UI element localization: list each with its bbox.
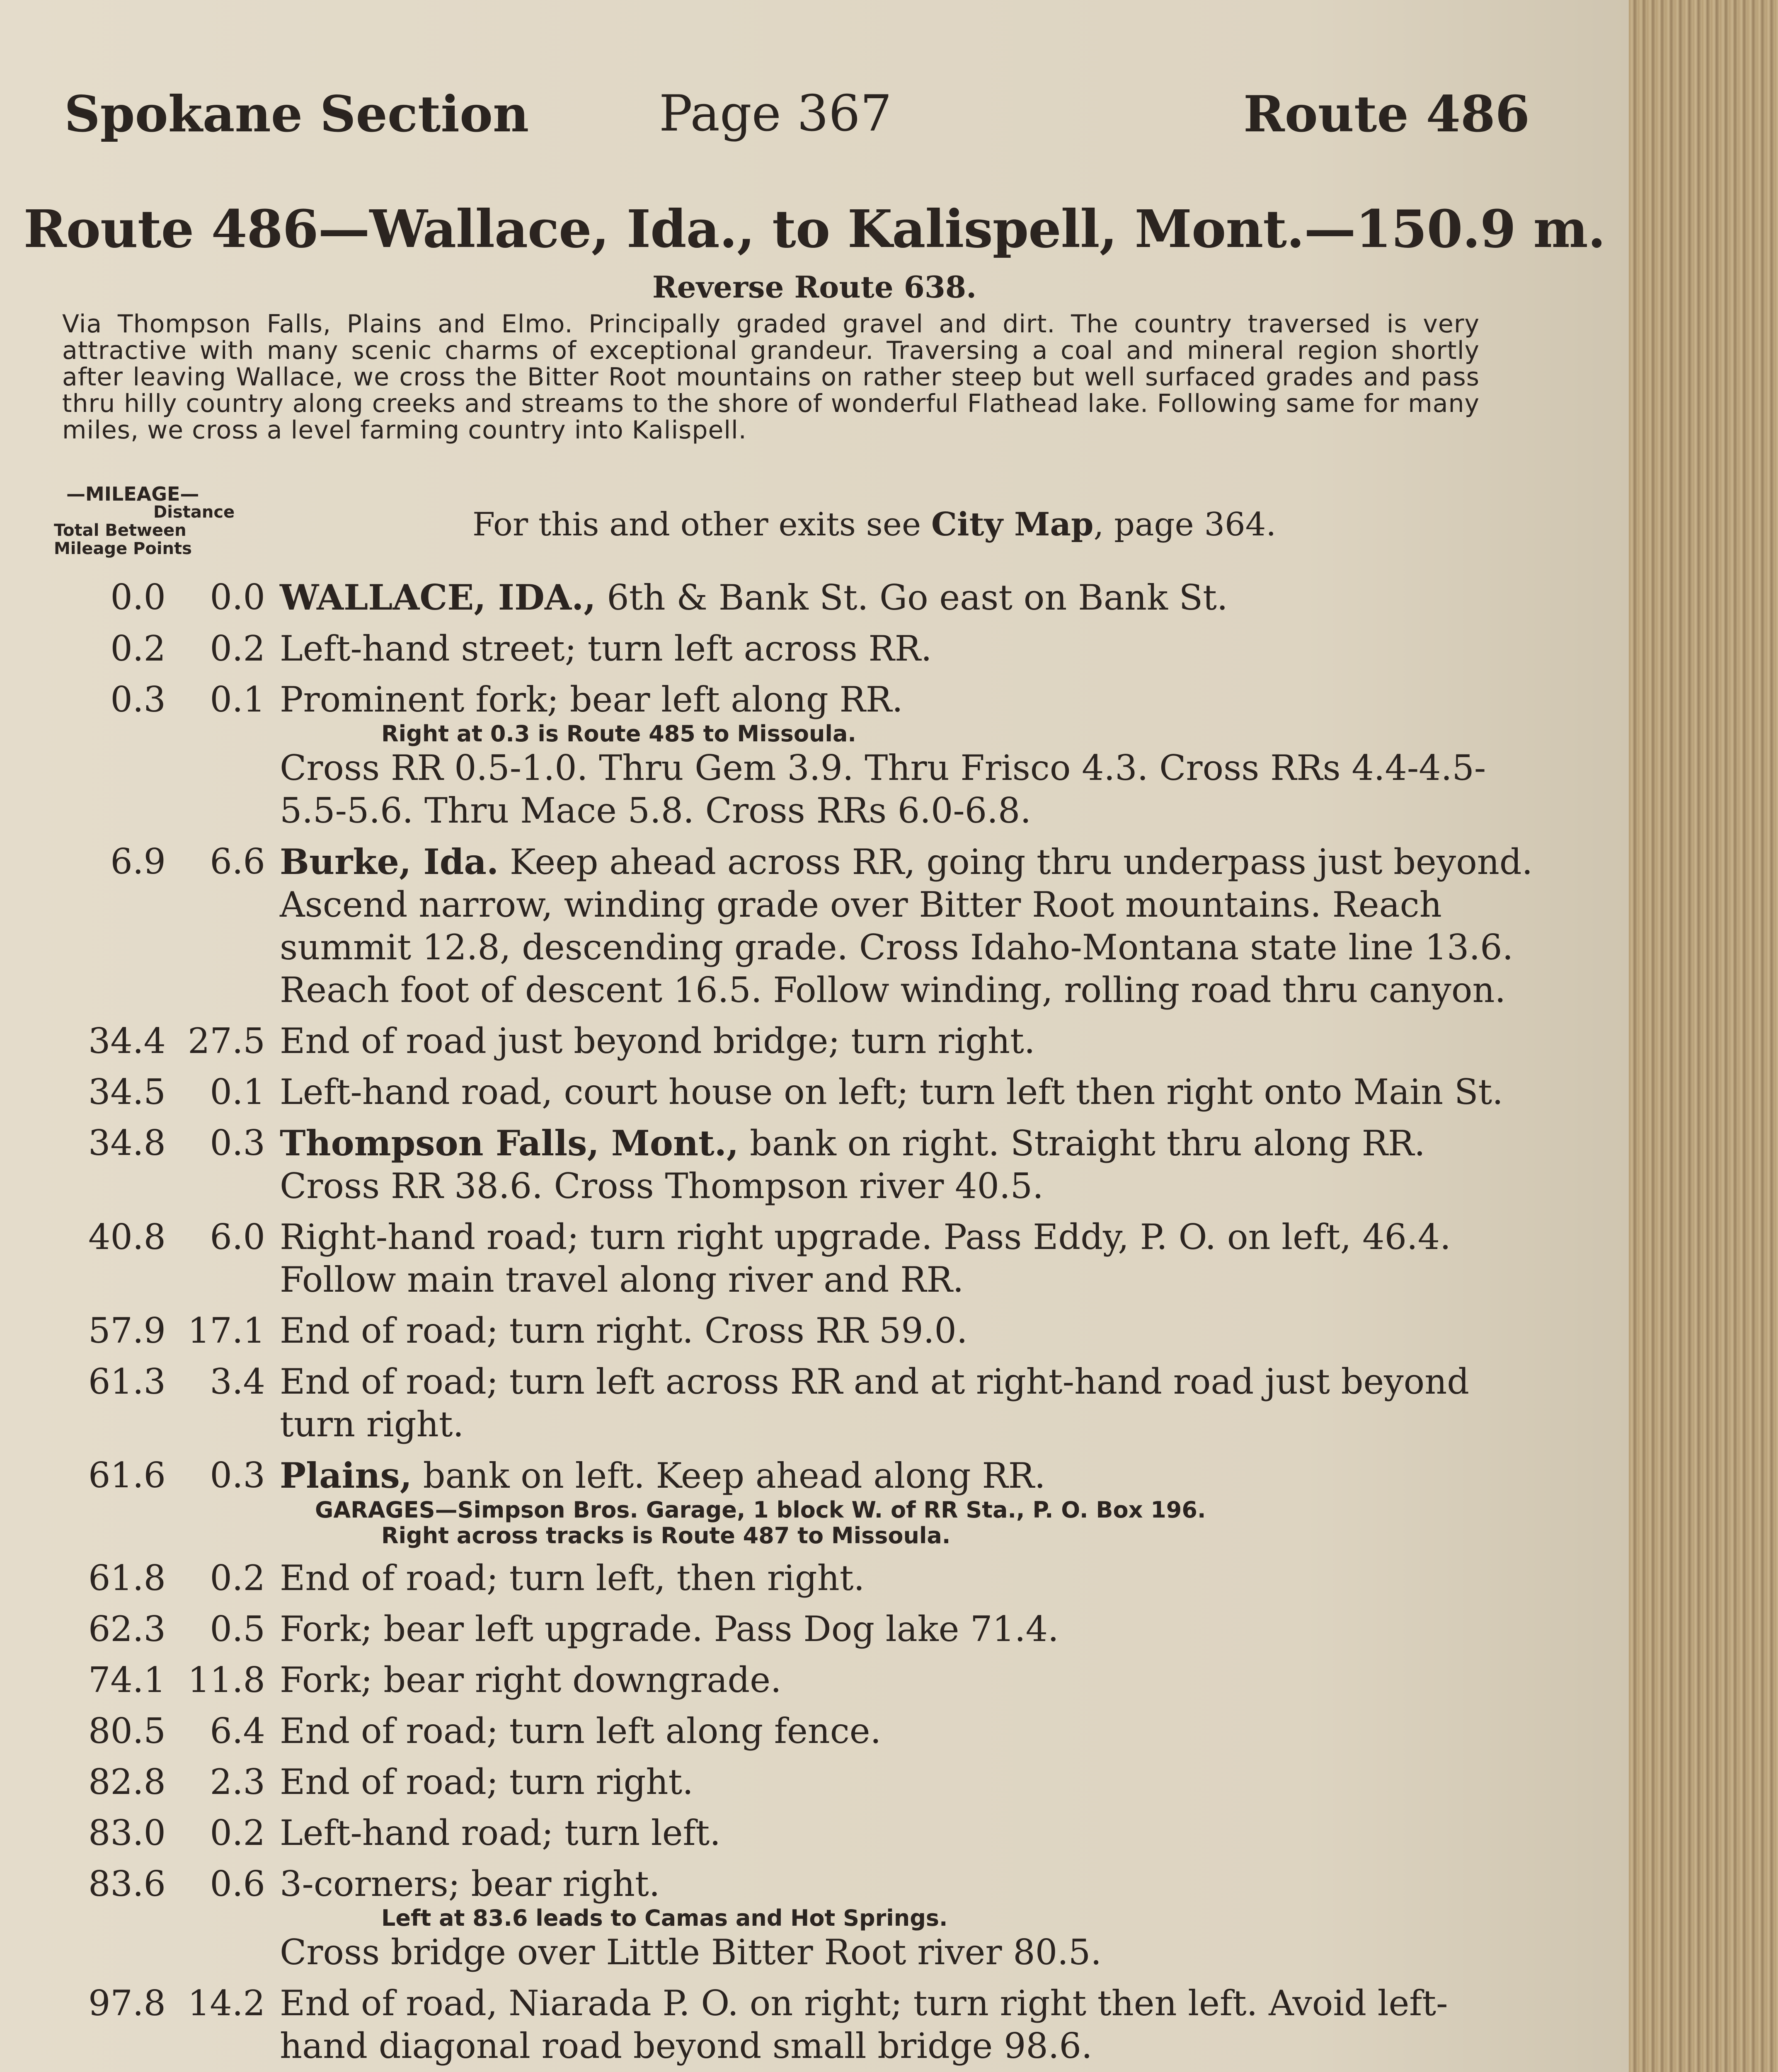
distance-between: 0.3 — [210, 1123, 265, 1163]
direction-body: Left-hand street; turn left across RR. — [280, 628, 932, 669]
route-entry — [0, 627, 1533, 670]
route-entry — [0, 1982, 1533, 2067]
mileage-column-header — [54, 485, 269, 558]
distance-between: 27.5 — [187, 1021, 265, 1061]
distance-between: 3.4 — [210, 1361, 265, 1402]
route-entry — [0, 1812, 1533, 1854]
total-mileage: 0.3 — [110, 679, 166, 720]
direction-body: End of road; turn right. — [280, 1762, 693, 1802]
total-mileage: 83.6 — [88, 1864, 166, 1904]
total-mileage: 61.3 — [88, 1361, 166, 1402]
route-entry — [0, 1608, 1533, 1651]
direction-text — [280, 1557, 1533, 1600]
direction-text — [280, 1122, 1533, 1208]
total-mileage: 80.5 — [88, 1711, 166, 1751]
direction-text — [280, 678, 1533, 721]
total-mileage: 61.6 — [88, 1455, 166, 1496]
mileage-points-label: Mileage Points — [54, 539, 192, 558]
route-note: Right at 0.3 is Route 485 to Missoula. — [381, 721, 856, 747]
total-mileage: 34.4 — [88, 1021, 166, 1061]
direction-body: End of road; turn right. Cross RR 59.0. — [280, 1310, 968, 1351]
total-mileage: 40.8 — [88, 1217, 166, 1257]
route-entry — [0, 1310, 1533, 1352]
direction-body: End of road just beyond bridge; turn right. — [280, 1021, 1035, 1061]
distance-between: 0.0 — [210, 577, 265, 617]
page-number: Page 367 — [659, 85, 892, 143]
direction-text — [280, 1812, 1533, 1854]
direction-body: Fork; bear right downgrade. — [280, 1660, 782, 1700]
distance-between: 2.3 — [210, 1762, 265, 1802]
total-mileage: 74.1 — [88, 1660, 166, 1700]
distance-between: 0.3 — [210, 1455, 265, 1496]
direction-body: 3-corners; bear right. — [280, 1864, 660, 1904]
direction-text — [280, 1454, 1533, 1497]
direction-body: End of road, Niarada P. O. on right; turn right then left. Avoid left-hand diagonal road beyond small bridge 98.6. — [280, 1983, 1448, 2066]
route-entry — [0, 1761, 1533, 1803]
direction-body: Prominent fork; bear left along RR. — [280, 679, 903, 720]
place-name: WALLACE, IDA., — [280, 577, 596, 618]
route-entry — [0, 1863, 1533, 1974]
total-mileage: 61.8 — [88, 1558, 166, 1598]
direction-continuation: Cross bridge over Little Bitter Root river 80.5. — [280, 1932, 1102, 1973]
direction-text — [280, 1761, 1533, 1803]
total-mileage: 97.8 — [88, 1983, 166, 2024]
direction-text — [280, 1216, 1533, 1301]
route-entry — [0, 1710, 1533, 1752]
route-title: Route 486—Wallace, Ida., to Kalispell, Mont.—150.9 m. — [23, 199, 1606, 259]
direction-body: Left-hand road, court house on left; turn left then right onto Main St. — [280, 1072, 1503, 1112]
direction-text — [280, 627, 1533, 670]
total-mileage: 34.5 — [88, 1072, 166, 1112]
direction-text — [280, 840, 1533, 1012]
city-map-note: For this and other exits see City Map, page 364. — [472, 506, 1277, 543]
route-description: Via Thompson Falls, Plains and Elmo. Principally graded gravel and dirt. The country traversed is very attractive with many scenic charms of exceptional grandeur. Traversing a coal and mineral region shortly after leaving Wallace, we cross the Bitter Root mountains on rather steep but well surfaced grades and pass thru hilly country along creeks and streams to the shore of wonderful Flathead lake. Following same for many miles, we cross a level farming country into Kalispell. — [62, 310, 1480, 445]
total-mileage: 6.9 — [110, 841, 166, 882]
distance-between: 0.6 — [210, 1864, 265, 1904]
direction-body: bank on left. Keep ahead along RR. — [412, 1455, 1046, 1496]
place-name: Plains, — [280, 1455, 412, 1496]
total-mileage: 0.2 — [110, 628, 166, 669]
direction-text — [280, 1310, 1533, 1352]
direction-body: End of road; turn left across RR and at right-hand road just beyond turn right. — [280, 1361, 1470, 1445]
direction-text — [280, 576, 1533, 619]
distance-between: 0.2 — [210, 628, 265, 669]
direction-body: End of road; turn left along fence. — [280, 1711, 882, 1751]
total-mileage: 34.8 — [88, 1123, 166, 1163]
direction-text — [280, 1659, 1533, 1702]
direction-body: bank on right. Straight thru along RR. Cross RR 38.6. Cross Thompson river 40.5. — [280, 1123, 1425, 1206]
direction-text — [280, 1071, 1533, 1113]
total-mileage: 0.0 — [110, 577, 166, 617]
route-note: GARAGES—Simpson Bros. Garage, 1 block W. of RR Sta., P. O. Box 196. — [315, 1497, 1206, 1523]
distance-between: 11.8 — [187, 1660, 265, 1700]
distance-between: 6.4 — [210, 1711, 265, 1751]
route-entry — [0, 1216, 1533, 1301]
route-entry — [0, 678, 1533, 832]
total-between-label: Total Between — [54, 521, 187, 540]
direction-body: Left-hand road; turn left. — [280, 1813, 721, 1853]
direction-text — [280, 1710, 1533, 1752]
route-note: Left at 83.6 leads to Camas and Hot Springs. — [381, 1905, 948, 1931]
direction-text — [280, 1020, 1533, 1063]
route-log — [0, 576, 1533, 2072]
section-heading: Spokane Section — [64, 85, 529, 143]
direction-text — [280, 1982, 1533, 2067]
mileage-label: —MILEAGE— — [66, 483, 199, 505]
distance-between: 0.1 — [210, 679, 265, 720]
total-mileage: 57.9 — [88, 1310, 166, 1351]
direction-body: End of road; turn left, then right. — [280, 1558, 865, 1598]
direction-continuation: Cross RR 0.5-1.0. Thru Gem 3.9. Thru Frisco 4.3. Cross RRs 4.4-4.5-5.5-5.6. Thru Mace 5.8. Cross RRs 6.0-6.8. — [280, 748, 1486, 831]
distance-between: 0.5 — [210, 1609, 265, 1649]
place-name: Thompson Falls, Mont., — [280, 1123, 739, 1164]
distance-between: 0.2 — [210, 1813, 265, 1853]
direction-text — [280, 1608, 1533, 1651]
total-mileage: 82.8 — [88, 1762, 166, 1802]
route-entry — [0, 1020, 1533, 1063]
direction-body: 6th & Bank St. Go east on Bank St. — [596, 577, 1228, 618]
total-mileage: 83.0 — [88, 1813, 166, 1853]
route-entry — [0, 1659, 1533, 1702]
distance-between: 14.2 — [187, 1983, 265, 2024]
direction-body: Right-hand road; turn right upgrade. Pass Eddy, P. O. on left, 46.4. Follow main travel along river and RR. — [280, 1217, 1451, 1300]
direction-text — [280, 1863, 1533, 1905]
distance-label: Distance — [153, 503, 235, 522]
route-entry — [0, 1454, 1533, 1549]
direction-body: Fork; bear left upgrade. Pass Dog lake 71.4. — [280, 1609, 1059, 1649]
distance-between: 0.1 — [210, 1072, 265, 1112]
route-entry — [0, 1122, 1533, 1208]
place-name: Burke, Ida. — [280, 841, 499, 882]
route-entry — [0, 1557, 1533, 1600]
direction-body: Keep ahead across RR, going thru underpass just beyond. Ascend narrow, winding grade over Bitter Root mountains. Reach summit 12.8, descending grade. Cross Idaho-Montana state line 13.6. Reach foot of descent 16.5. Follow winding, rolling road thru canyon. — [280, 842, 1533, 1010]
route-entry — [0, 1360, 1533, 1446]
route-entry — [0, 840, 1533, 1012]
route-heading: Route 486 — [1243, 85, 1530, 143]
route-entry — [0, 576, 1533, 619]
direction-text — [280, 1360, 1533, 1446]
distance-between: 6.0 — [210, 1217, 265, 1257]
distance-between: 0.2 — [210, 1558, 265, 1598]
total-mileage: 62.3 — [88, 1609, 166, 1649]
distance-between: 17.1 — [187, 1310, 265, 1351]
route-entry — [0, 1071, 1533, 1113]
route-note: Right across tracks is Route 487 to Missoula. — [381, 1523, 951, 1549]
reverse-route: Reverse Route 638. — [652, 269, 977, 305]
book-page-edges — [1629, 0, 1778, 2072]
distance-between: 6.6 — [210, 841, 265, 882]
